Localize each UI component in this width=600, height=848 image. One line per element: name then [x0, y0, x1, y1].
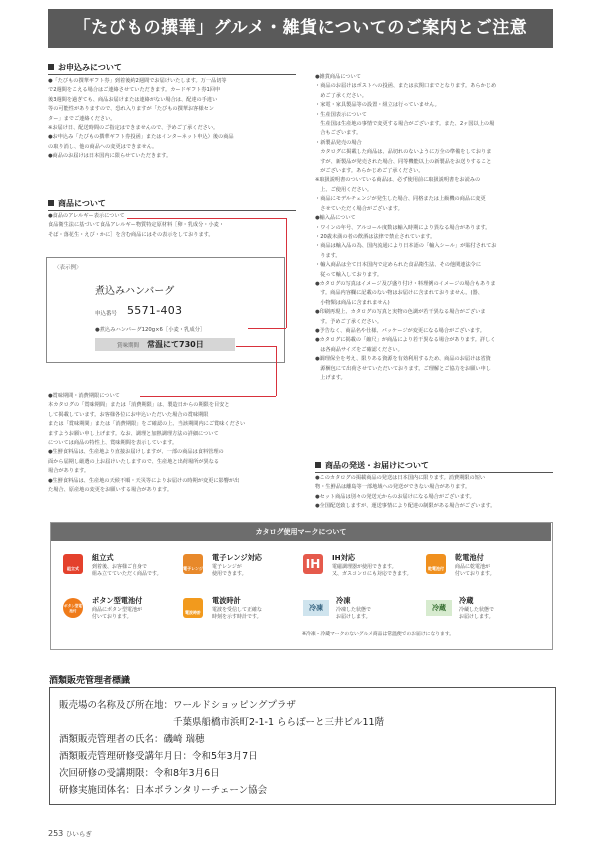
- page-number: 253: [48, 829, 64, 838]
- text-line: 物・生鮮品は離島等一部地域への発送ができない場合があります。: [315, 484, 471, 491]
- text-line: そば・落花生・えび・かに］を含む商品にはその表示をしております。: [48, 231, 214, 238]
- mark-title: 冷凍: [336, 596, 351, 605]
- liquor-line: 酒類販売管理研修受講年月日：令和5年3月7日: [59, 751, 258, 762]
- text-line: は各商品サイズをご確認ください。: [315, 346, 403, 353]
- example-label: 〈表示例〉: [54, 265, 82, 271]
- text-line: ●賞味期間・消費期限について: [48, 393, 120, 399]
- text-line: ・生産国表示について: [315, 111, 367, 118]
- annotation-line: [248, 328, 286, 329]
- text-line: ●調理保全を考え、限りある資源を有効利用するため、商品のお届けは省資: [315, 356, 491, 363]
- liquor-line: 研修実施団体名：日本ボランタリーチェーン協会: [59, 785, 268, 796]
- text-line: ター」までご連絡ください。: [48, 115, 116, 122]
- text-line: 後3週間を過ぎても、商品お届けまたは連絡がない場合は、配達の手違い: [48, 96, 218, 103]
- text-line: 等の可能性がありますので、恐れ入りますが「たびもの撰華お客様セン: [48, 106, 214, 113]
- divider: [48, 74, 296, 75]
- brand-name: ひいらぎ: [65, 830, 92, 838]
- text-line: ・輸入商品は全て日本国内で定められた食品衛生法、その他関連法令に: [315, 262, 482, 269]
- text-line: ります。: [315, 252, 341, 259]
- square-bullet-icon: [48, 200, 54, 206]
- text-line: ●生鮮食料品は、生産地より直接お届けしますが、一部の商品は食料管理の: [48, 449, 224, 456]
- ih-icon: IH: [303, 554, 323, 574]
- text-line: す。予めご了承ください。: [315, 318, 383, 325]
- text-line: すが、新製品が発売された場合、同等機能以上の新製品をお送りすること: [315, 158, 492, 165]
- text-line: た場合、原産地の変更をお願いする場合があります。: [48, 487, 173, 494]
- allergy-text: [48, 212, 224, 240]
- text-line: ●このカタログの掲載商品の発送は日本国内に限ります。消費期限の短い: [315, 475, 486, 481]
- mark-title: 冷蔵: [459, 596, 474, 605]
- text-line: ・20歳未満の者の飲酒は法律で禁止されています。: [315, 233, 436, 240]
- mark-desc: 冷蔵した状態で お届けします。: [459, 607, 495, 620]
- notes-text: [315, 73, 496, 383]
- text-line: ●商品のお届けは日本国内に限らせていただきます。: [48, 153, 172, 160]
- order-heading: お申込みについて: [48, 62, 122, 73]
- shelf-life-text: [48, 392, 245, 495]
- example-period-label: 賞味期間: [117, 343, 140, 349]
- mark-title: 乾電池付: [455, 553, 484, 562]
- product-heading: 商品について: [48, 198, 106, 209]
- mark-title: ボタン型電池付: [92, 596, 143, 605]
- divider: [48, 210, 296, 211]
- text-line: ・商品のお届けはポストへの投函、または玄関口までとなります。あらかじめ: [315, 83, 497, 90]
- text-line: ●輸入品について: [315, 215, 356, 222]
- text-line: ●全国配送致しますが、運送事情により配達の制限がある場合がございます。: [315, 503, 496, 510]
- annotation-line: [236, 346, 276, 347]
- assembly-icon: 組立式: [63, 554, 83, 574]
- mark-title: 組立式: [92, 553, 114, 562]
- mark-desc: 電磁調理器が使用できます。 又、ガスコンロにも対応できます。: [332, 564, 412, 577]
- text-line: の取り消し、他の商品への変更はできません。: [48, 143, 158, 150]
- liquor-line: 次回研修の受講期限：令和8年3月6日: [59, 768, 220, 779]
- text-line: させていただく場合がございます。: [315, 205, 403, 212]
- liquor-line: 酒類販売管理者の氏名：磯崎 瑞穂: [59, 734, 205, 745]
- text-line: 生産国は生産地の事情で変更する場合がございます。また、2ヶ国以上の場: [315, 121, 495, 128]
- text-line: 小物類は商品に含まれません): [315, 299, 390, 306]
- example-product-name: 煮込みハンバーグ: [95, 286, 175, 297]
- example-period-value: 常温にて730日: [147, 340, 204, 349]
- text-line: 上、ご使用ください。: [315, 186, 373, 193]
- mark-title: 電子レンジ対応: [212, 553, 262, 562]
- text-line: 食品衛生法に基づいて食品アレルギー物質特定原材料［卵・乳成分・小麦・: [48, 222, 225, 229]
- text-line: 本カタログの「賞味期間」または「消費期限」は、製造日からの期限を目安と: [48, 402, 230, 409]
- text-line: ●雑貨商品について: [315, 74, 361, 80]
- square-bullet-icon: [48, 64, 54, 70]
- annotation-line: [286, 218, 287, 328]
- divider: [315, 472, 553, 473]
- text-line: ・新製品発売の場合: [315, 139, 362, 146]
- text-line: 場合があります。: [48, 468, 90, 475]
- text-line: ・商品にモデルチェンジが発生した場合、同格または上級機の商品に変更: [315, 196, 486, 203]
- microwave-icon: 電子レンジ: [183, 554, 203, 574]
- mark-desc: 到着後、お客様ご自身で 組み立てていただく商品です。: [92, 564, 162, 577]
- text-line: ●カタログの写真はイメージ及び盛り付け・料理例のイメージの場合もありま: [315, 280, 496, 287]
- text-line: ●予告なく、商品名や仕様、パッケージが変更になる場合がございます。: [315, 327, 485, 334]
- square-bullet-icon: [315, 462, 321, 468]
- shipping-text: [315, 474, 496, 512]
- mark-title: IH対応: [332, 553, 356, 562]
- text-line: がございます。あらかじめご了承ください。: [315, 168, 424, 175]
- text-line: カタログに掲載した商品は、品切れのないように万全の準備をしておりま: [315, 149, 492, 156]
- mark-title: 電波時計: [212, 596, 241, 605]
- mark-desc: 電子レンジが 使用できます。: [212, 564, 247, 577]
- text-line: ※お届け日、配送時間のご指定はできませんので、予めご了承ください。: [48, 125, 219, 132]
- text-line: で2週間をこえる場合はご連絡させていただきます。カードギフト券1回申: [48, 87, 221, 94]
- liquor-heading: 酒類販売管理者標識: [49, 676, 131, 686]
- text-line: ※取扱説明書のついている商品は、必ず使用前に取扱説明書をお読みの: [315, 177, 481, 184]
- mark-note: ※冷凍・冷蔵マークのないグルメ商品は常温便でのお届けになります。: [302, 632, 455, 637]
- text-line: めご了承ください。: [315, 92, 367, 99]
- text-line: ・ワインの年号、アルコール度数は輸入時期により異なる場合があります。: [315, 224, 491, 231]
- text-line: 従って輸入しております。: [315, 271, 383, 278]
- text-line: 面から届期し厳選の上お届けいたしますので、生産地と出荷場所が異なる: [48, 458, 220, 465]
- radio-clock-icon: 電波時計: [183, 598, 203, 618]
- text-line: 合もございます。: [315, 130, 362, 137]
- mark-panel-heading: カタログ使用マークについて: [51, 523, 551, 541]
- battery-icon: 乾電池付: [426, 554, 446, 574]
- button-battery-icon: ボタン型電池付: [63, 598, 83, 618]
- annotation-line: [276, 346, 277, 396]
- text-line: して掲載しています。お客様各位にお申込いただいた場合の賞味期限: [48, 411, 209, 418]
- text-line: ●「たびもの撰華ギフト券」到着後約2週間でお届けいたします。万一品切等: [48, 78, 227, 84]
- shipping-heading: 商品の発送・お届けについて: [315, 460, 429, 471]
- text-line: ・商品は輸入品の為、国内流通により日本語の「輸入シール」が貼付されてお: [315, 243, 497, 250]
- frozen-icon: 冷凍: [303, 600, 329, 616]
- page-title: 「たびもの撰華」グルメ・雑貨についてのご案内とご注意: [48, 9, 553, 48]
- mark-desc: 商品にボタン型電池が 付いております。: [92, 607, 143, 620]
- page-footer: [48, 829, 92, 838]
- liquor-line: 千葉県船橋市浜町2-1-1 ららぽーと三井ビル11階: [173, 717, 385, 728]
- text-line: ●生鮮食料品は、生産地の天候不順・天災等によりお届けの時期が変更に影響が出: [48, 477, 240, 484]
- text-line: または「賞味期間」または「消費期限」をご確認の上、当該期間内にご賞味ください: [48, 421, 246, 428]
- text-line: す。商品内容欄に記載のない物はお届けに含まれておりません。(器、: [315, 290, 483, 297]
- example-allergen-note: ●煮込みハンバーグ120g×6［小麦・乳成分］: [95, 327, 206, 333]
- text-line: 上げます。: [315, 375, 346, 381]
- text-line: ●セット商品は別々の発送元からのお届けになる場合がございます。: [315, 493, 475, 500]
- chilled-icon: 冷蔵: [426, 600, 452, 616]
- mark-desc: 電波を受信して正確な 時刻を示す時計です。: [212, 607, 263, 620]
- text-line: 源梱包にて出荷させていただいております。ご理解とご協力をお願い申し: [315, 365, 491, 372]
- text-line: ●お申込み「たびもの撰華ギフト券投函」またはインターネット申込）後の商品: [48, 134, 234, 141]
- example-period-bar: [95, 338, 235, 351]
- mark-desc: 商品に乾電池が 付いております。: [455, 564, 495, 577]
- annotation-line: [127, 218, 286, 219]
- text-line: ●カタログに掲載の「縮尺」が商品により若干異なる場合があります。詳しく: [315, 337, 496, 344]
- example-number: 5571-403: [127, 304, 183, 317]
- text-line: については商品の特性上、賞味期間を表示しています。: [48, 440, 178, 447]
- text-line: ・家電・家具製品等の設置・組立は行っていません。: [315, 102, 440, 109]
- example-number-label: 申込番号: [95, 311, 118, 317]
- text-line: ●食品のアレルギー表示について: [48, 213, 125, 219]
- text-line: ますようお願い申し上げます。なお、調理と加熱調理方法の詳細について: [48, 430, 219, 437]
- liquor-line: 販売場の名称及び所在地：ワールドショッピングプラザ: [59, 700, 296, 711]
- text-line: ●印刷再現上、カタログの写真と実物の色調が若干異なる場合がございま: [315, 309, 486, 316]
- mark-desc: 冷凍した状態で お届けします。: [336, 607, 372, 620]
- order-text: [48, 77, 234, 162]
